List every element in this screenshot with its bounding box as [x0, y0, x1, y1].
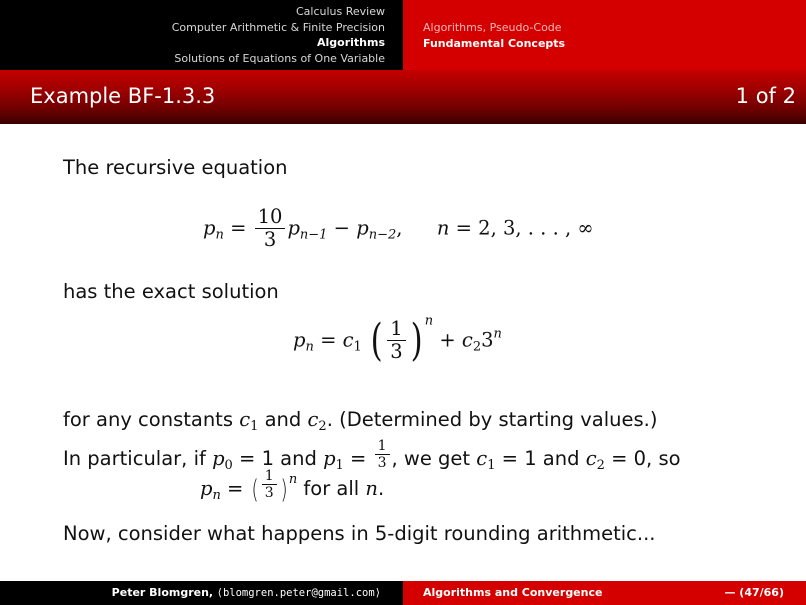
line5-text3: . — [377, 477, 385, 501]
particular-case-text — [63, 438, 681, 474]
eq1-frac-num: 10 — [255, 206, 286, 229]
line4-text4: , we get — [391, 447, 477, 471]
eq1-cond-var: n — [436, 216, 450, 240]
eq1-lhs-sub: n — [215, 227, 224, 243]
line5-text2: for all — [297, 477, 366, 501]
line4-text1: In particular, if — [63, 447, 213, 471]
line4-p1: p — [323, 447, 336, 471]
recursive-equation — [203, 206, 594, 252]
footer-page-number: — (47/66) — [724, 586, 784, 599]
line4-text3: = — [343, 447, 373, 471]
line5-n: n — [365, 477, 378, 501]
line4-text5: = 1 and — [495, 447, 586, 471]
nav-section-calculus-review[interactable]: Calculus Review — [296, 5, 385, 18]
line4-c1-sub: 1 — [487, 458, 496, 474]
footer-author-panel — [0, 581, 403, 605]
line4-p0-sub: 0 — [224, 458, 233, 474]
footer-author-email: ⟨blomgren.peter@gmail.com⟩ — [216, 587, 381, 599]
line4-c1: c — [476, 447, 488, 471]
constants-text — [63, 408, 658, 434]
line3-text2: and — [258, 408, 308, 431]
nav-section-algorithms[interactable]: Algorithms — [316, 36, 385, 49]
eq1-frac-den: 3 — [263, 228, 277, 252]
eq2-exponent: n — [424, 313, 434, 329]
line3-c1-sub: 1 — [250, 419, 259, 434]
eq1-term2-sub: n−2 — [368, 227, 397, 243]
eq1-term1: p — [287, 216, 300, 240]
eq2-lhs-sub: n — [305, 339, 314, 355]
line3-text3: . (Determined by starting values.) — [326, 408, 658, 431]
subsection-navigation — [403, 0, 806, 70]
line4-text6: = 0, so — [604, 447, 681, 471]
line5-frac-num: 1 — [262, 468, 277, 485]
exact-solution-text: has the exact solution — [63, 280, 279, 303]
line3-c1: c — [239, 408, 251, 431]
line4-fraction — [375, 438, 390, 471]
line4-text2: = 1 and — [232, 447, 324, 471]
eq2-c1-sub: 1 — [353, 339, 362, 355]
line4-p0: p — [212, 447, 225, 471]
footer-section-panel — [403, 581, 806, 605]
eq2-base: 3 — [481, 328, 494, 352]
nav-section-computer-arithmetic[interactable]: Computer Arithmetic & Finite Precision — [171, 20, 385, 34]
section-navigation — [0, 0, 403, 70]
eq2-right-paren: ) — [410, 314, 423, 366]
eq2-c2: c — [461, 328, 473, 352]
eq1-lhs: p — [203, 216, 216, 240]
line5-exponent: n — [288, 472, 298, 488]
eq1-minus: − — [333, 216, 351, 240]
frame-page-indicator: 1 of 2 — [735, 84, 796, 108]
top-navigation — [0, 0, 806, 70]
line3-text1: for any constants — [63, 408, 240, 431]
nav-section-solutions-of-equations[interactable]: Solutions of Equations of One Variable — [174, 51, 385, 65]
closed-form-text — [200, 468, 384, 503]
eq1-term1-sub: n−1 — [299, 227, 328, 243]
line4-p1-sub: 1 — [335, 458, 344, 474]
footer — [0, 581, 806, 605]
line4-frac-den: 3 — [377, 455, 387, 472]
line5-text1: = — [220, 477, 250, 501]
footer-author-name: Peter Blomgren, — [111, 586, 214, 599]
eq1-cond-range: = 2, 3, . . . , ∞ — [455, 216, 594, 240]
line5-pn: p — [200, 477, 213, 501]
frame-title-bar — [0, 70, 806, 124]
eq2-base-exponent: n — [493, 326, 502, 342]
frame-title: Example BF-1.3.3 — [30, 84, 216, 108]
nav-subsection-fundamental-concepts[interactable]: Fundamental Concepts — [423, 36, 566, 50]
line5-fraction — [262, 468, 277, 501]
eq2-frac-num: 1 — [387, 318, 405, 341]
eq2-plus: + — [439, 328, 456, 352]
line4-frac-num: 1 — [375, 438, 390, 455]
line5-pn-sub: n — [212, 488, 221, 504]
eq2-left-paren: ( — [370, 314, 383, 366]
intro-text: The recursive equation — [63, 156, 288, 179]
line3-c2-sub: 2 — [318, 419, 327, 434]
line4-c2-sub: 2 — [596, 458, 605, 474]
eq2-frac-den: 3 — [390, 340, 403, 364]
eq1-term2: p — [356, 216, 369, 240]
eq2-c1: c — [342, 328, 354, 352]
eq2-equals: = — [320, 328, 337, 352]
eq1-equals: = — [230, 216, 247, 240]
line5-left-paren: ( — [251, 474, 259, 505]
eq1-fraction — [255, 206, 286, 252]
slide-content — [0, 124, 806, 580]
nav-subsection-algorithms-pseudo-code[interactable]: Algorithms, Pseudo-Code — [423, 21, 562, 34]
line5-frac-den: 3 — [264, 485, 274, 502]
closing-text: Now, consider what happens in 5-digit rounding arithmetic... — [63, 522, 656, 545]
eq2-c2-sub: 2 — [472, 339, 482, 355]
line5-right-paren: ) — [280, 474, 288, 505]
footer-author — [112, 586, 381, 599]
eq2-lhs: p — [293, 328, 306, 352]
line3-c2: c — [307, 408, 319, 431]
eq1-comma: , — [396, 216, 403, 240]
exact-solution-equation — [293, 313, 502, 366]
line4-c2: c — [585, 447, 597, 471]
eq2-fraction — [387, 318, 405, 364]
footer-section-title[interactable]: Algorithms and Convergence — [423, 586, 603, 599]
